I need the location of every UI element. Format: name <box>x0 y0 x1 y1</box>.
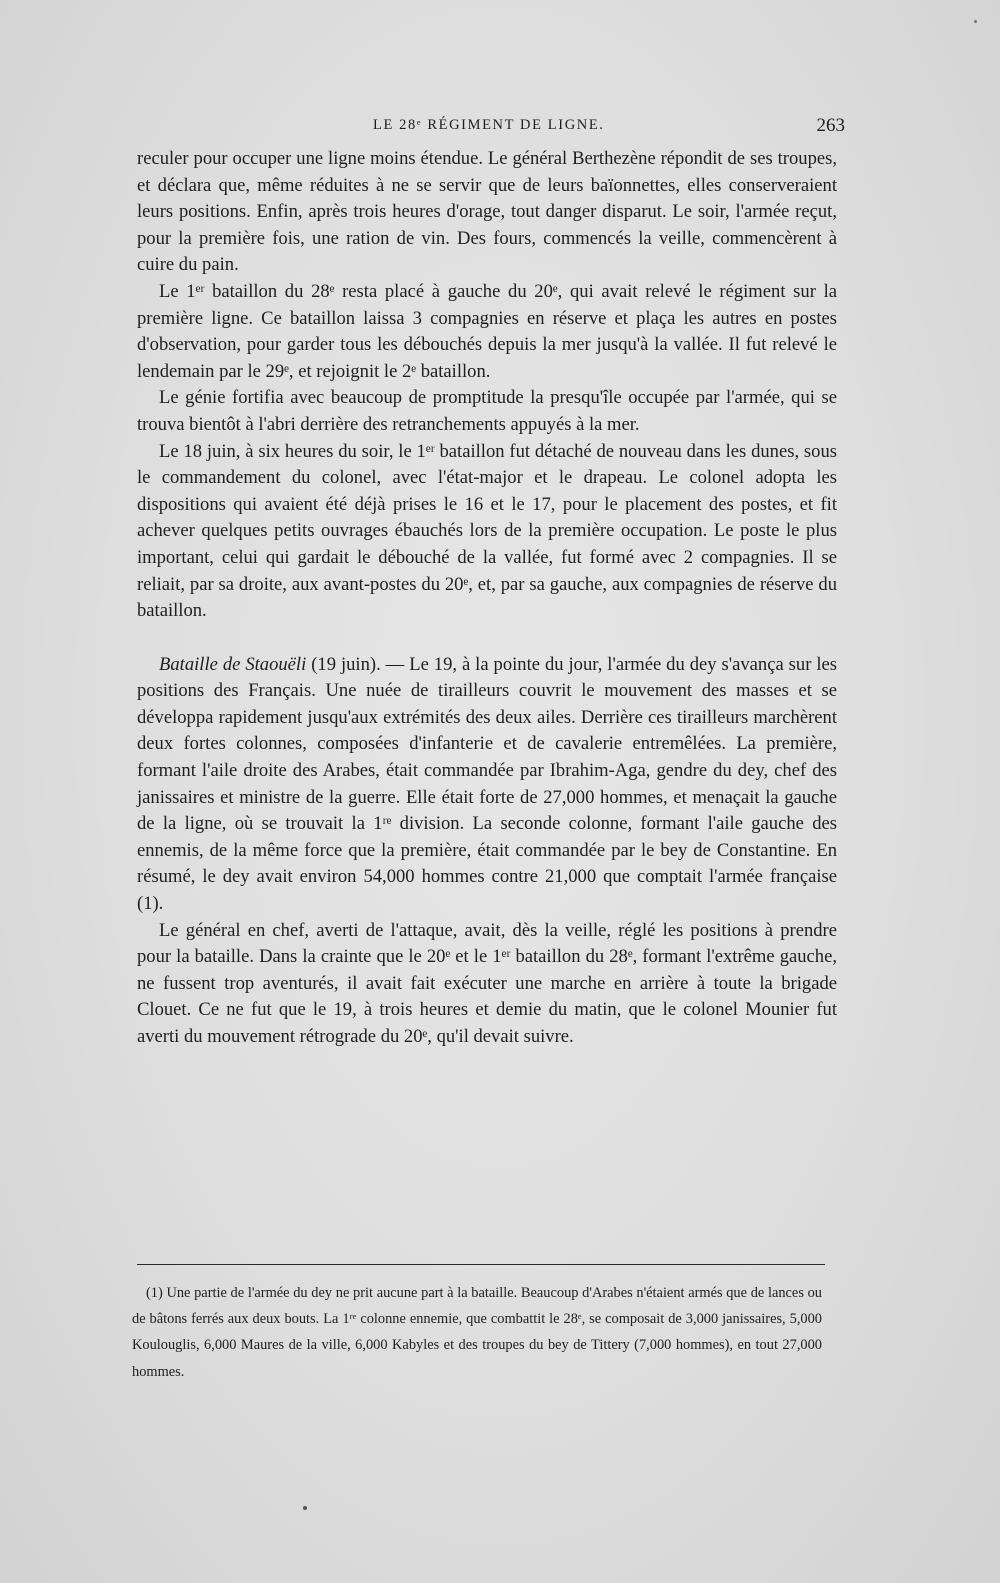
battle-text: (19 juin). — Le 19, à la pointe du jour, l'armée du dey s'avança sur les positions des Français. Une nuée de tirailleurs couvrit le mouvement des masses et se développa rapidement jusqu'aux extrémités des deux ailes. Derrière ces tirailleurs marchèrent deux fortes colonnes, composées d'infanterie et de cavalerie entremêlées. La première, formant l'aile droite des Arabes, était commandée par Ibrahim-Aga, gendre du dey, chef des janissaires et ministre de la guerre. Elle était forte de 27,000 hommes, et menaçait la gauche de la ligne, où se trouvait la 1ʳᵉ division. La seconde colonne, formant l'aile gauche des ennemis, de la même force que la première, était commandée par le bey de Constantine. En résumé, le dey avait environ 54,000 hommes contre 21,000 que comptait l'armée française (1). <box>137 653 837 915</box>
section-heading: Bataille de Staouëli <box>159 653 307 675</box>
ink-speck <box>974 20 977 23</box>
paragraph: Le 1ᵉʳ bataillon du 28ᵉ resta placé à gauche du 20ᵉ, qui avait relevé le régiment sur la première ligne. Ce bataillon laissa 3 compagnies en réserve et plaça les autres en postes d'observation, pour garder tous les débouchés depuis la mer jusqu'à la vallée. Il fut relevé le lendemain par le 29ᵉ, et rejoignit le 2ᵉ bataillon. <box>137 280 837 382</box>
page-header <box>137 117 845 141</box>
footnote <box>132 1280 822 1385</box>
battle-paragraph <box>137 652 837 918</box>
running-title: LE 28ᵉ RÉGIMENT DE LIGNE. <box>373 117 605 133</box>
section-gap <box>137 625 837 652</box>
footnote-rule <box>137 1264 825 1265</box>
footnote-text: (1) Une partie de l'armée du dey ne prit aucune part à la bataille. Beaucoup d'Arabes n'étaient armés que de lances ou de bâtons ferrés aux deux bouts. La 1ʳᵉ colonne ennemie, que combattit le 28ᵉ, se composait de 3,000 janissaires, 5,000 Koulouglis, 6,000 Maures de la ville, 6,000 Kabyles et des troupes du bey de Tittery (7,000 hommes), en tout 27,000 hommes. <box>132 1285 822 1380</box>
ink-speck <box>303 1506 307 1510</box>
paragraph: Le génie fortifia avec beaucoup de promptitude la presqu'île occupée par l'armée, qui se trouva bientôt à l'abri derrière des retranchements appuyés à la mer. <box>137 387 837 435</box>
main-text <box>137 146 837 1051</box>
paragraph: Le 18 juin, à six heures du soir, le 1ᵉʳ bataillon fut détaché de nouveau dans les dunes, sous le commandement du colonel, avec l'état-major et le drapeau. Le colonel adopta les dispositions qui avaient été déjà prises le 16 et le 17, pour le placement des postes, et fit achever quelques petits ouvrages ébauchés lors de la première occupation. Le poste le plus important, celui qui gardait le débouché de la vallée, fut formé avec 2 compagnies. Il se reliait, par sa droite, aux avant-postes du 20ᵉ, et, par sa gauche, aux compagnies de réserve du bataillon. <box>137 440 837 622</box>
paragraph: Le général en chef, averti de l'attaque, avait, dès la veille, réglé les positions à prendre pour la bataille. Dans la crainte que le 20ᵉ et le 1ᵉʳ bataillon du 28ᵉ, formant l'extrême gauche, ne fussent trop aventurés, il avait fait exécuter une marche en arrière à toute la brigade Clouet. Ce ne fut que le 19, à trois heures et demie du matin, que le colonel Mounier fut averti du mouvement rétrograde du 20ᵉ, qu'il devait suivre. <box>137 919 837 1047</box>
paragraph: reculer pour occuper une ligne moins étendue. Le général Berthezène répondit de ses troupes, et déclara que, même réduites à ne se servir que de leurs baïonnettes, elles conserveraient leurs positions. Enfin, après trois heures d'orage, tout danger disparut. Le soir, l'armée reçut, pour la première fois, une ration de vin. Des fours, commencés la veille, commencèrent à cuire du pain. <box>137 148 837 276</box>
page-number: 263 <box>816 115 845 136</box>
